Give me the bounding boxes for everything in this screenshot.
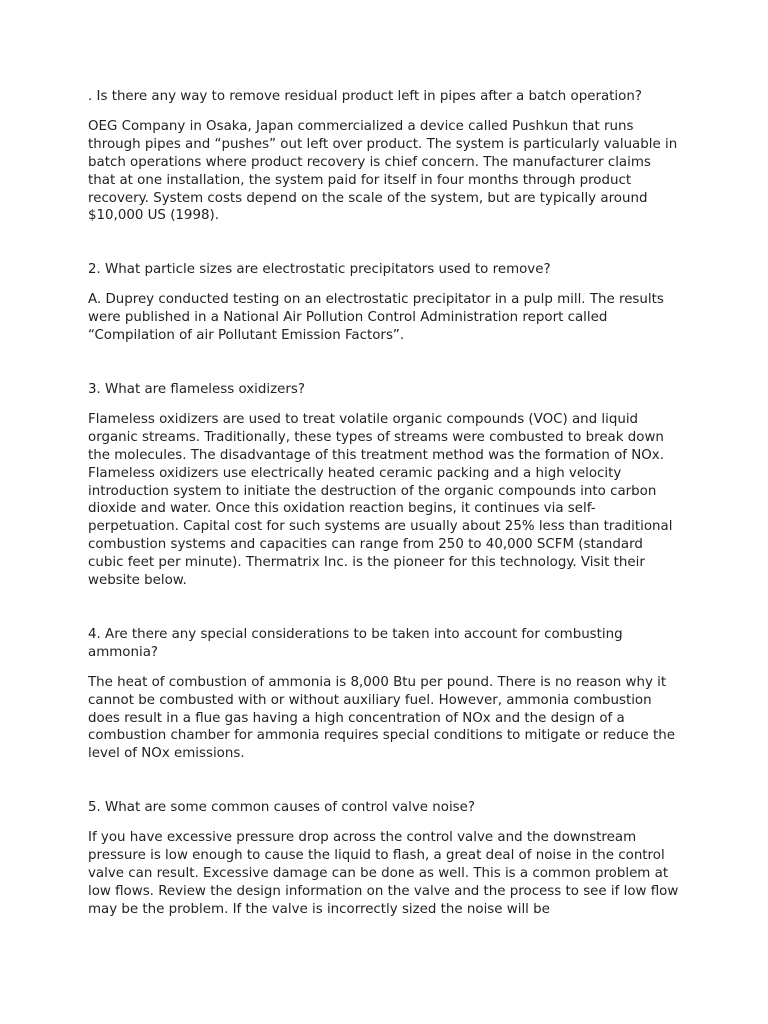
qa-item-2 [88,261,680,345]
answer-text: If you have excessive pressure drop across the control valve and the downstream pressure is low enough to cause the liquid to flash, a great deal of noise in the control valve can result. Excessive damage can be done as well. This is a common problem at low flows. Review the design information on the valve and the process to see if low flow may be the problem. If the valve is incorrectly sized the noise will be [88,830,679,917]
qa-item-3 [88,381,680,590]
question-text: 4. Are there any special considerations to be taken into account for combusting ammonia? [88,626,623,660]
question-text: 2. What particle sizes are electrostatic precipitators used to remove? [88,262,551,278]
qa-item-4 [88,626,680,763]
question-text: 5. What are some common causes of control valve noise? [88,800,476,816]
answer-text: OEG Company in Osaka, Japan commercialized a device called Pushkun that runs through pipes and “pushes” out left over product. The system is particularly valuable in batch operations where product recovery is chief concern. The manufacturer claims that at one installation, the system paid for itself in four months through product recovery. System costs depend on the scale of the system, but are typically around $10,000 US (1998). [88,118,678,224]
document-page [88,88,680,955]
qa-item-1 [88,88,680,225]
answer-text: The heat of combustion of ammonia is 8,000 Btu per pound. There is no reason why it cannot be combusted with or without auxiliary fuel. However, ammonia combustion does result in a flue gas having a high concentration of NOx and the design of a combustion chamber for ammonia requires special conditions to mitigate or reduce the level of NOx emissions. [88,674,675,762]
answer-text: Flameless oxidizers are used to treat volatile organic compounds (VOC) and liquid organic streams. Traditionally, these types of streams were combusted to break down the molecules. The disadvantage of this treatment method was the formation of NOx. Flameless oxidizers use electrically heated ceramic packing and a high velocity introduction system to initiate the destruction of the organic compounds into carbon dioxide and water. Once this oxidation reaction begins, it continues via self-perpetuation. Capital cost for such systems are usually about 25% less than traditional combustion systems and capacities can range from 250 to 40,000 SCFM (standard cubic feet per minute). Thermatrix Inc. is the pioneer for this technology. Visit their website below. [88,411,673,589]
answer-text: A. Duprey conducted testing on an electrostatic precipitator in a pulp mill. The results were published in a National Air Pollution Control Administration report called “Compilation of air Pollutant Emission Factors”. [88,292,664,344]
qa-item-5 [88,799,680,918]
question-text: 3. What are flameless oxidizers? [88,381,305,397]
question-text: . Is there any way to remove residual product left in pipes after a batch operation? [88,89,642,104]
